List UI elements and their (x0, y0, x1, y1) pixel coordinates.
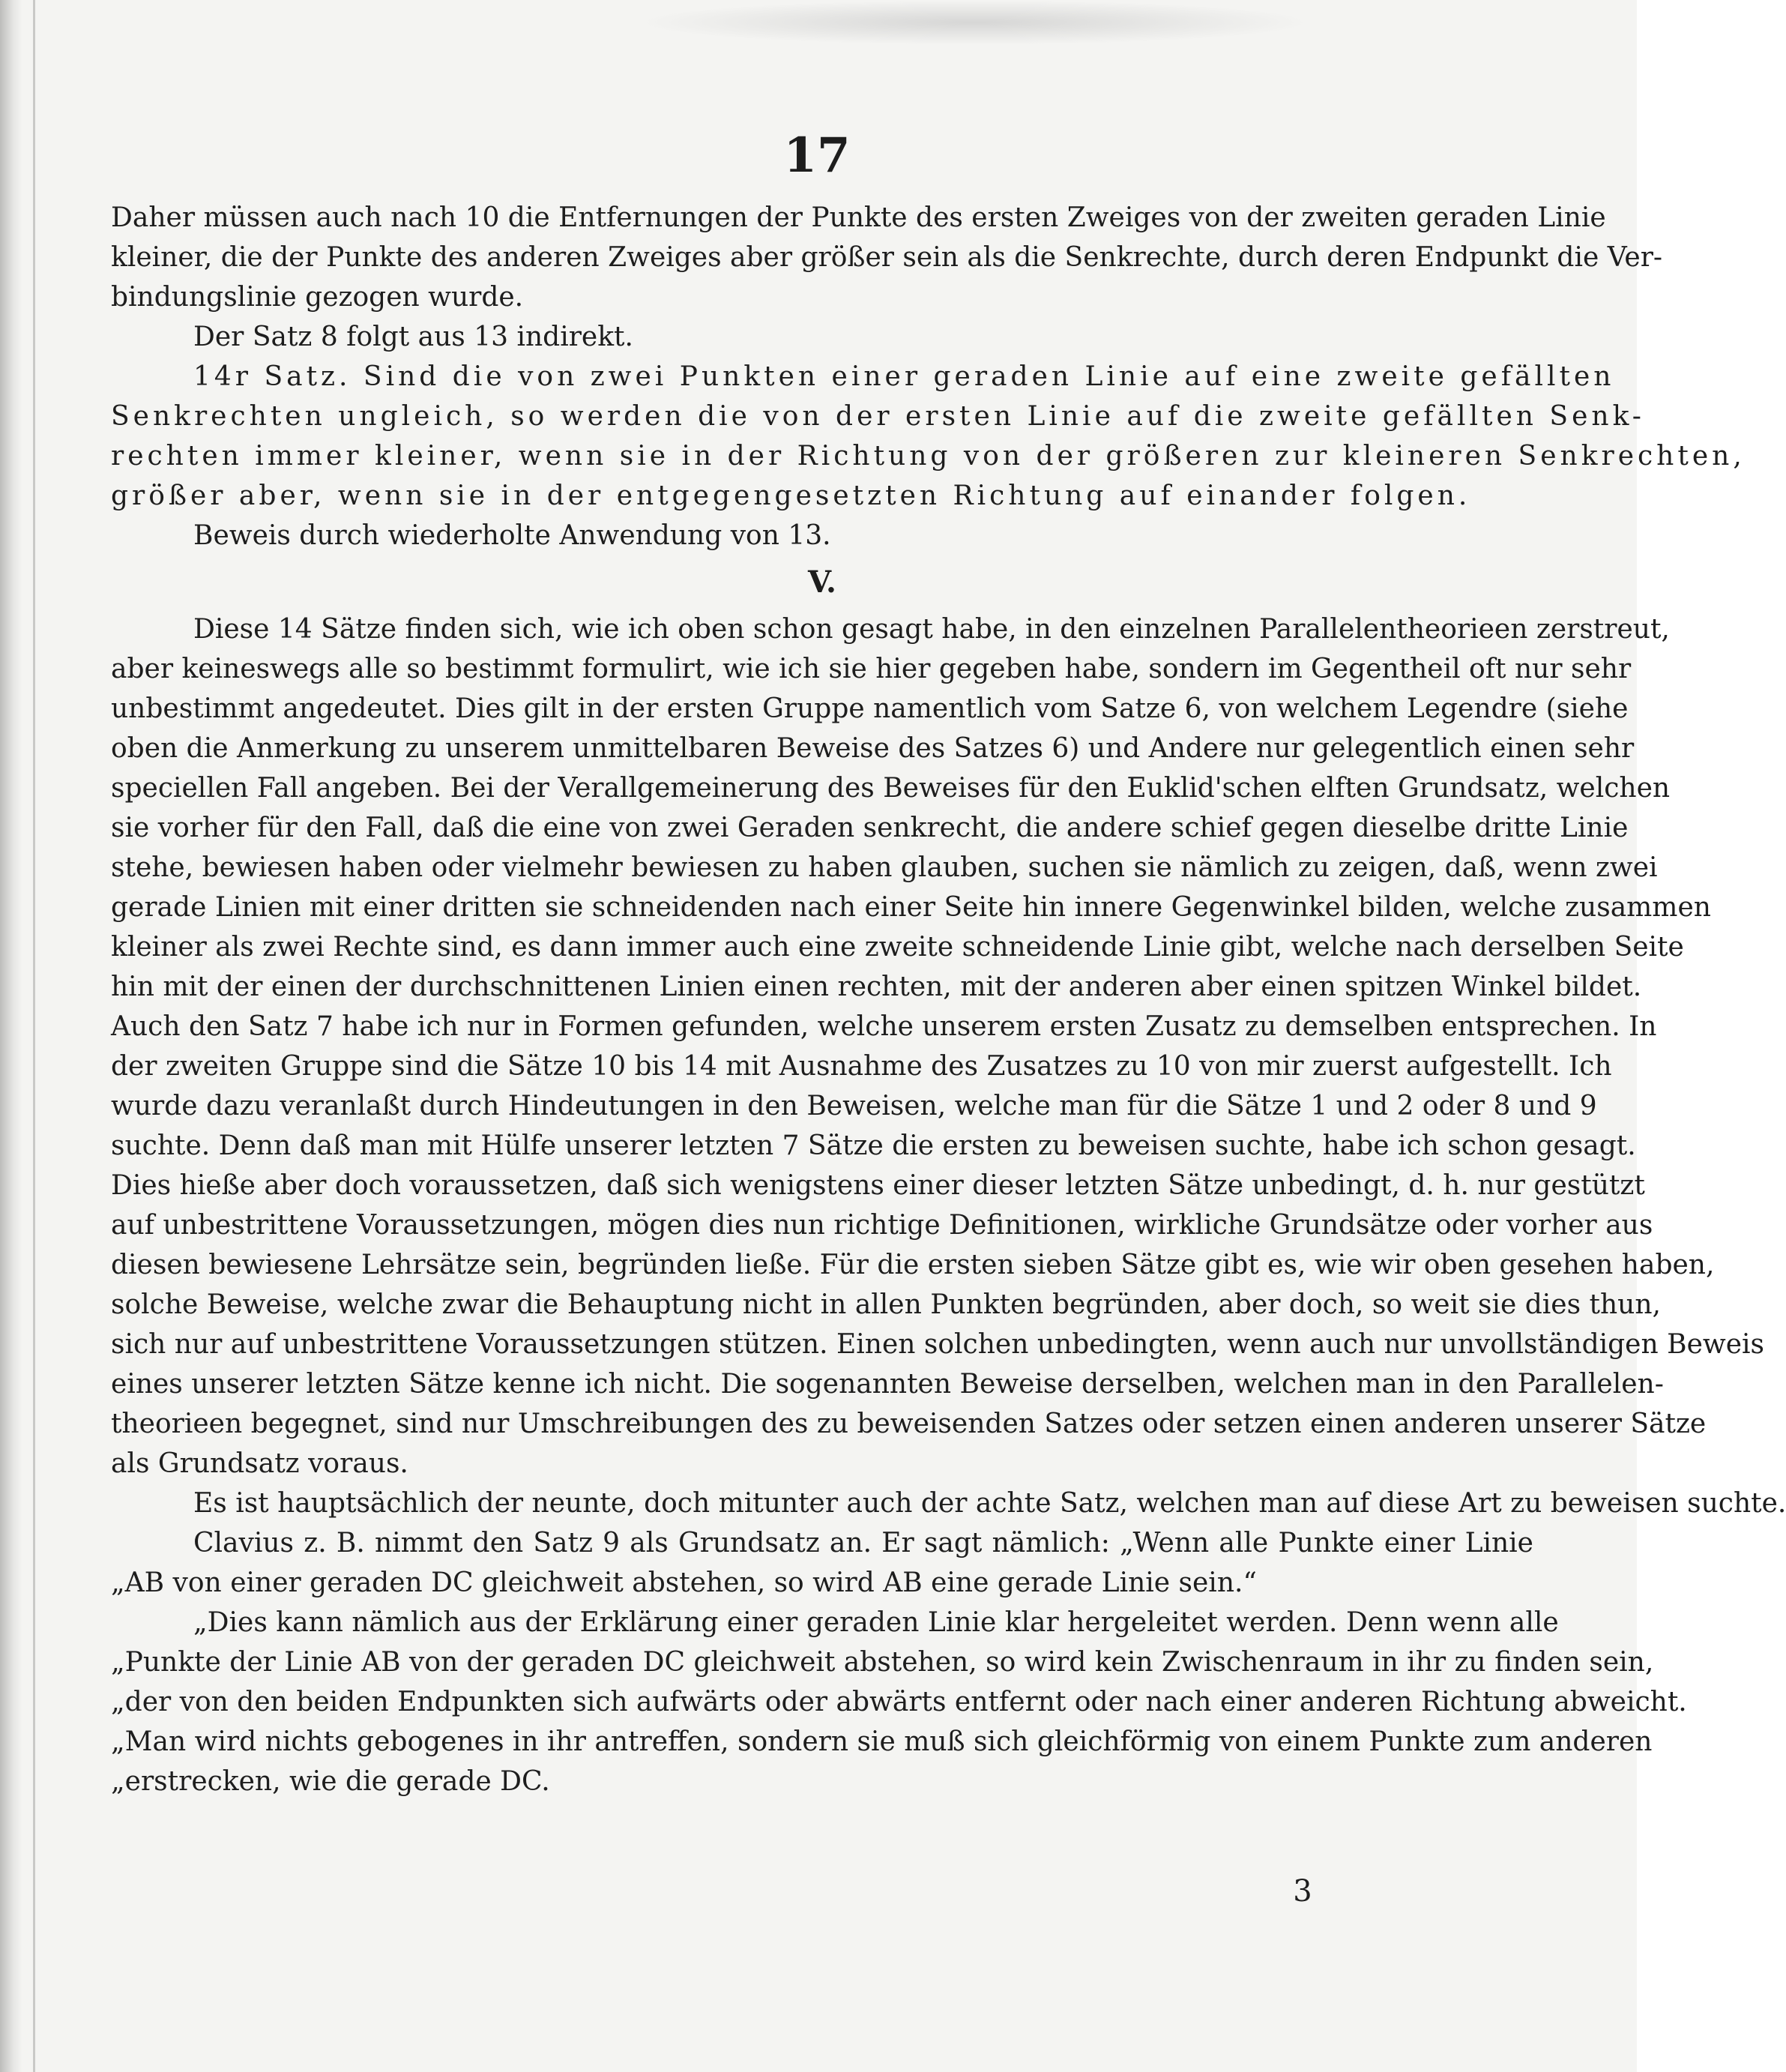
page-number: 17 (783, 127, 851, 184)
text-line: hin mit der einen der durchschnittenen Linien einen rechten, mit der anderen aber einen spitzen Winkel bildet. (111, 972, 1642, 1002)
text-line: Der Satz 8 folgt aus 13 indirekt. (193, 322, 633, 352)
text-line: Dies hieße aber doch voraussetzen, daß sich wenigstens einer dieser letzten Sätze unbedingt, d. h. nur gestützt (111, 1170, 1645, 1201)
text-line: sich nur auf unbestrittene Voraussetzungen stützen. Einen solchen unbedingten, wenn auch nur unvollständigen Beweis (111, 1329, 1764, 1360)
text-line: aber keineswegs alle so bestimmt formulirt, wie ich sie hier gegeben habe, sondern im Gegentheil oft nur sehr (111, 654, 1632, 684)
body-text (111, 198, 1786, 1801)
text-line: eines unserer letzten Sätze kenne ich nicht. Die sogenannten Beweise derselben, welchen man in den Parallelen- (111, 1369, 1664, 1400)
quote-line: „Dies kann nämlich aus der Erklärung einer geraden Linie klar hergeleitet werden. Denn wenn alle (193, 1607, 1559, 1638)
quote-line: „Punkte der Linie AB von der geraden DC gleichweit abstehen, so wird kein Zwischenraum in ihr zu finden sein, (111, 1647, 1654, 1678)
text-line: als Grundsatz voraus. (111, 1448, 408, 1479)
text-line: Es ist hauptsächlich der neunte, doch mitunter auch der achte Satz, welchen man auf diese Art zu beweisen suchte. (193, 1488, 1786, 1519)
theorem-line: rechten immer kleiner, wenn sie in der Richtung von der größeren zur kleineren Senkrechten, (111, 441, 1746, 472)
theorem-line: größer aber, wenn sie in der entgegengesetzten Richtung auf einander folgen. (111, 481, 1471, 511)
text-line: unbestimmt angedeutet. Dies gilt in der ersten Gruppe namentlich vom Satze 6, von welchem Legendre (siehe (111, 693, 1629, 724)
text-line: diesen bewiesene Lehrsätze sein, begründen ließe. Für die ersten sieben Sätze gibt es, wie wir oben gesehen haben, (111, 1250, 1715, 1280)
text-line: Beweis durch wiederholte Anwendung von 13. (193, 520, 831, 551)
text-line: Clavius z. B. nimmt den Satz 9 als Grundsatz an. Er sagt nämlich: „Wenn alle Punkte einer Linie (193, 1528, 1533, 1558)
scan-smudge (637, 0, 1312, 45)
text-line: auf unbestrittene Voraussetzungen, mögen dies nun richtige Definitionen, wirkliche Grundsätze oder vorher aus (111, 1210, 1653, 1241)
text-line: wurde dazu veranlaßt durch Hindeutungen in den Beweisen, welche man für die Sätze 1 und 2 oder 8 und 9 (111, 1091, 1597, 1121)
text-line: sie vorher für den Fall, daß die eine von zwei Geraden senkrecht, die andere schief gegen dieselbe dritte Linie (111, 813, 1629, 843)
theorem-line: Senkrechten ungleich, so werden die von der ersten Linie auf die zweite gefällten Senk- (111, 401, 1645, 432)
text-line: stehe, bewiesen haben oder vielmehr bewiesen zu haben glauben, suchen sie nämlich zu zeigen, daß, wenn zwei (111, 852, 1658, 883)
text-line: theorieen begegnet, sind nur Umschreibungen des zu beweisenden Satzes oder setzen einen anderen unserer Sätze (111, 1409, 1707, 1439)
text-line: oben die Anmerkung zu unserem unmittelbaren Beweise des Satzes 6) und Andere nur gelegentlich einen sehr (111, 733, 1635, 764)
quote-line: „AB von einer geraden DC gleichweit abstehen, so wird AB eine gerade Linie sein.“ (111, 1567, 1257, 1598)
text-line: suchte. Denn daß man mit Hülfe unserer letzten 7 Sätze die ersten zu beweisen suchte, habe ich schon gesagt. (111, 1130, 1636, 1161)
text-line: solche Beweise, welche zwar die Behauptung nicht in allen Punkten begründen, aber doch, so weit sie dies thun, (111, 1289, 1661, 1320)
text-line: Diese 14 Sätze finden sich, wie ich oben schon gesagt habe, in den einzelnen Parallelentheorieen zerstreut, (193, 614, 1670, 645)
binding-shadow (0, 0, 22, 2072)
text-line: kleiner, die der Punkte des anderen Zweiges aber größer sein als die Senkrechte, durch deren Endpunkt die Ver- (111, 242, 1663, 273)
text-line: der zweiten Gruppe sind die Sätze 10 bis 14 mit Ausnahme des Zusatzes zu 10 von mir zuerst aufgestellt. Ich (111, 1051, 1612, 1082)
text-line: speciellen Fall angeben. Bei der Verallgemeinerung des Beweises für den Euklid'schen elften Grundsatz, welchen (111, 773, 1671, 804)
text-line: bindungslinie gezogen wurde. (111, 282, 524, 313)
text-line: Auch den Satz 7 habe ich nur in Formen gefunden, welche unserem ersten Zusatz zu demselben entsprechen. In (111, 1011, 1657, 1042)
section-heading: V. (808, 564, 836, 600)
page-edge (33, 0, 35, 2072)
text-line: gerade Linien mit einer dritten sie schneidenden nach einer Seite hin innere Gegenwinkel bilden, welche zusammen (111, 892, 1711, 923)
theorem-line: 14r Satz. Sind die von zwei Punkten einer geraden Linie auf eine zweite gefällten (193, 361, 1615, 392)
text-line: kleiner als zwei Rechte sind, es dann immer auch eine zweite schneidende Linie gibt, welche nach derselben Seite (111, 932, 1684, 963)
quote-line: „der von den beiden Endpunkten sich aufwärts oder abwärts entfernt oder nach einer anderen Richtung abweicht. (111, 1687, 1687, 1717)
signature-mark: 3 (1293, 1874, 1312, 1909)
text-line: Daher müssen auch nach 10 die Entfernungen der Punkte des ersten Zweiges von der zweiten geraden Linie (111, 202, 1606, 233)
quote-line: „Man wird nichts gebogenes in ihr antreffen, sondern sie muß sich gleichförmig von einem Punkte zum anderen (111, 1726, 1653, 1757)
quote-line: „erstrecken, wie die gerade DC. (111, 1766, 550, 1797)
